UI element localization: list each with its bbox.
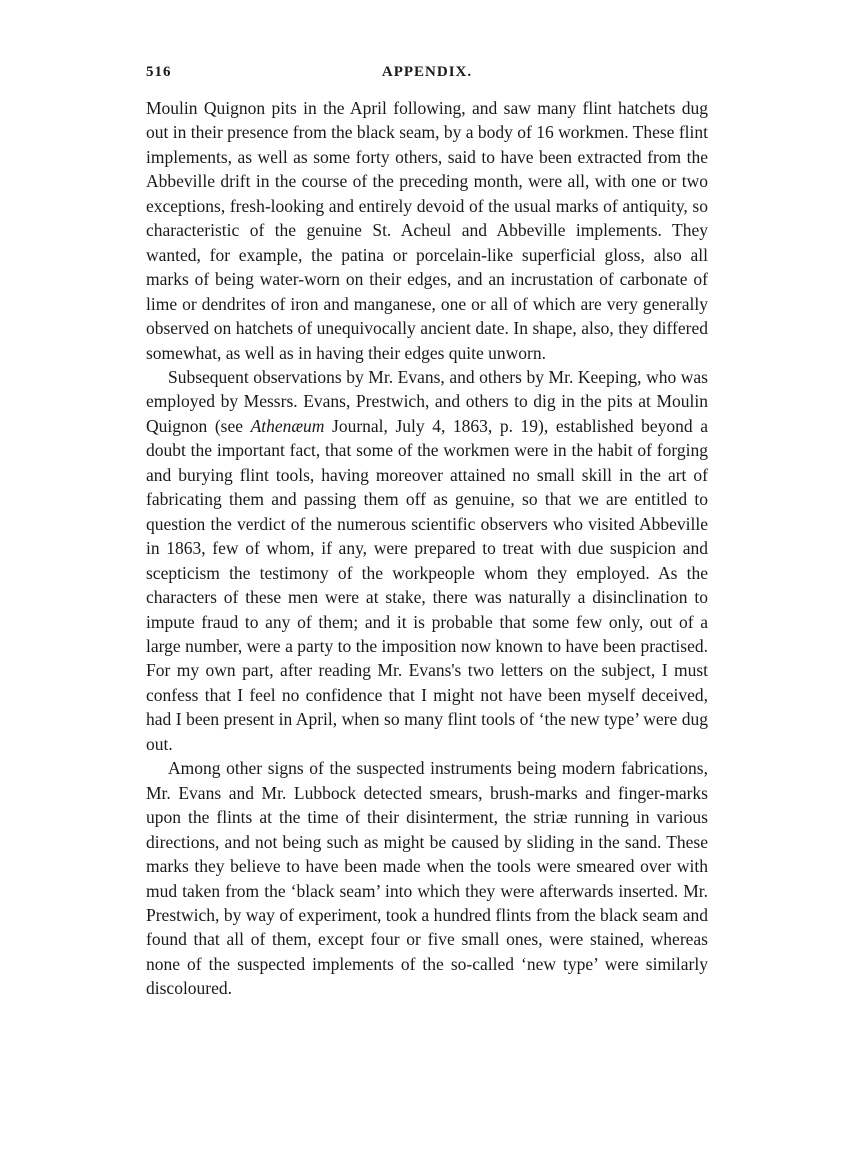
paragraph-1: Moulin Quignon pits in the April following, and saw many flint hatchets dug out in their presence from the black seam, by a body of 16 workmen. These flint implements, as well as some forty others, said to have been extracted from the Abbeville drift in the course of the preceding month, were all, with one or two exceptions, fresh-looking and entirely devoid of the usual marks of antiquity, so characteristic of the genuine St. Acheul and Abbeville implements. They wanted, for example, the patina or porcelain-like superficial gloss, also all marks of being water-worn on their edges, and an incrustation of carbonate of lime or dendrites of iron and manganese, one or all of which are very generally observed on hatchets of unequivocally ancient date. In shape, also, they differed somewhat, as well as in having their edges quite unworn. xyxy=(146,98,708,363)
paragraph-2 xyxy=(146,365,708,756)
running-title: APPENDIX. xyxy=(381,64,473,80)
body-text xyxy=(146,96,708,1001)
paragraph-2-part-1: Subsequent observations by Mr. Evans, and others by Mr. Keeping, who was employed by Messrs. Evans, Prestwich, and others to dig in the pits at Moulin Quignon (see xyxy=(146,366,708,436)
book-page xyxy=(146,58,708,1001)
paragraph-3: Among other signs of the suspected instruments being modern fabrications, Mr. Evans and Mr. Lubbock detected smears, brush-marks and finger-marks upon the flints at the time of their disinterment, the striæ running in various directions, and not being such as might be caused by sliding in the sand. These marks they believe to have been made when the tools were smeared over with mud taken from the ‘black seam’ into which they were afterwards inserted. Mr. Prestwich, by way of experiment, took a hundred flints from the black seam and found that all of them, except four or five small ones, were stained, whereas none of the suspected implements of the so-called ‘new type’ were similarly discoloured. xyxy=(146,758,708,999)
page-number: 516 xyxy=(146,64,172,80)
running-head xyxy=(146,58,708,88)
journal-title-italic: Athenæum xyxy=(250,415,325,436)
paragraph-2-part-2: Journal, July 4, 1863, p. 19), established beyond a doubt the important fact, that some of the workmen were in the habit of forging and burying flint tools, having moreover attained no small skill in the art of fabricating them and passing them off as genuine, so that we are entitled to question the verdict of the numerous scientific observers who visited Abbeville in 1863, few of whom, if any, were prepared to treat with due suspicion and scepticism the testimony of the workpeople whom they employed. As the characters of these men were at stake, there was naturally a disinclination to impute fraud to any of them; and it is probable that some few only, out of a large number, were a party to the imposition now known to have been practised. For my own part, after reading Mr. Evans's two letters on the subject, I must confess that I feel no confidence that I might not have been myself deceived, had I been present in April, when so many flint tools of ‘the new type’ were dug out. xyxy=(146,415,708,754)
